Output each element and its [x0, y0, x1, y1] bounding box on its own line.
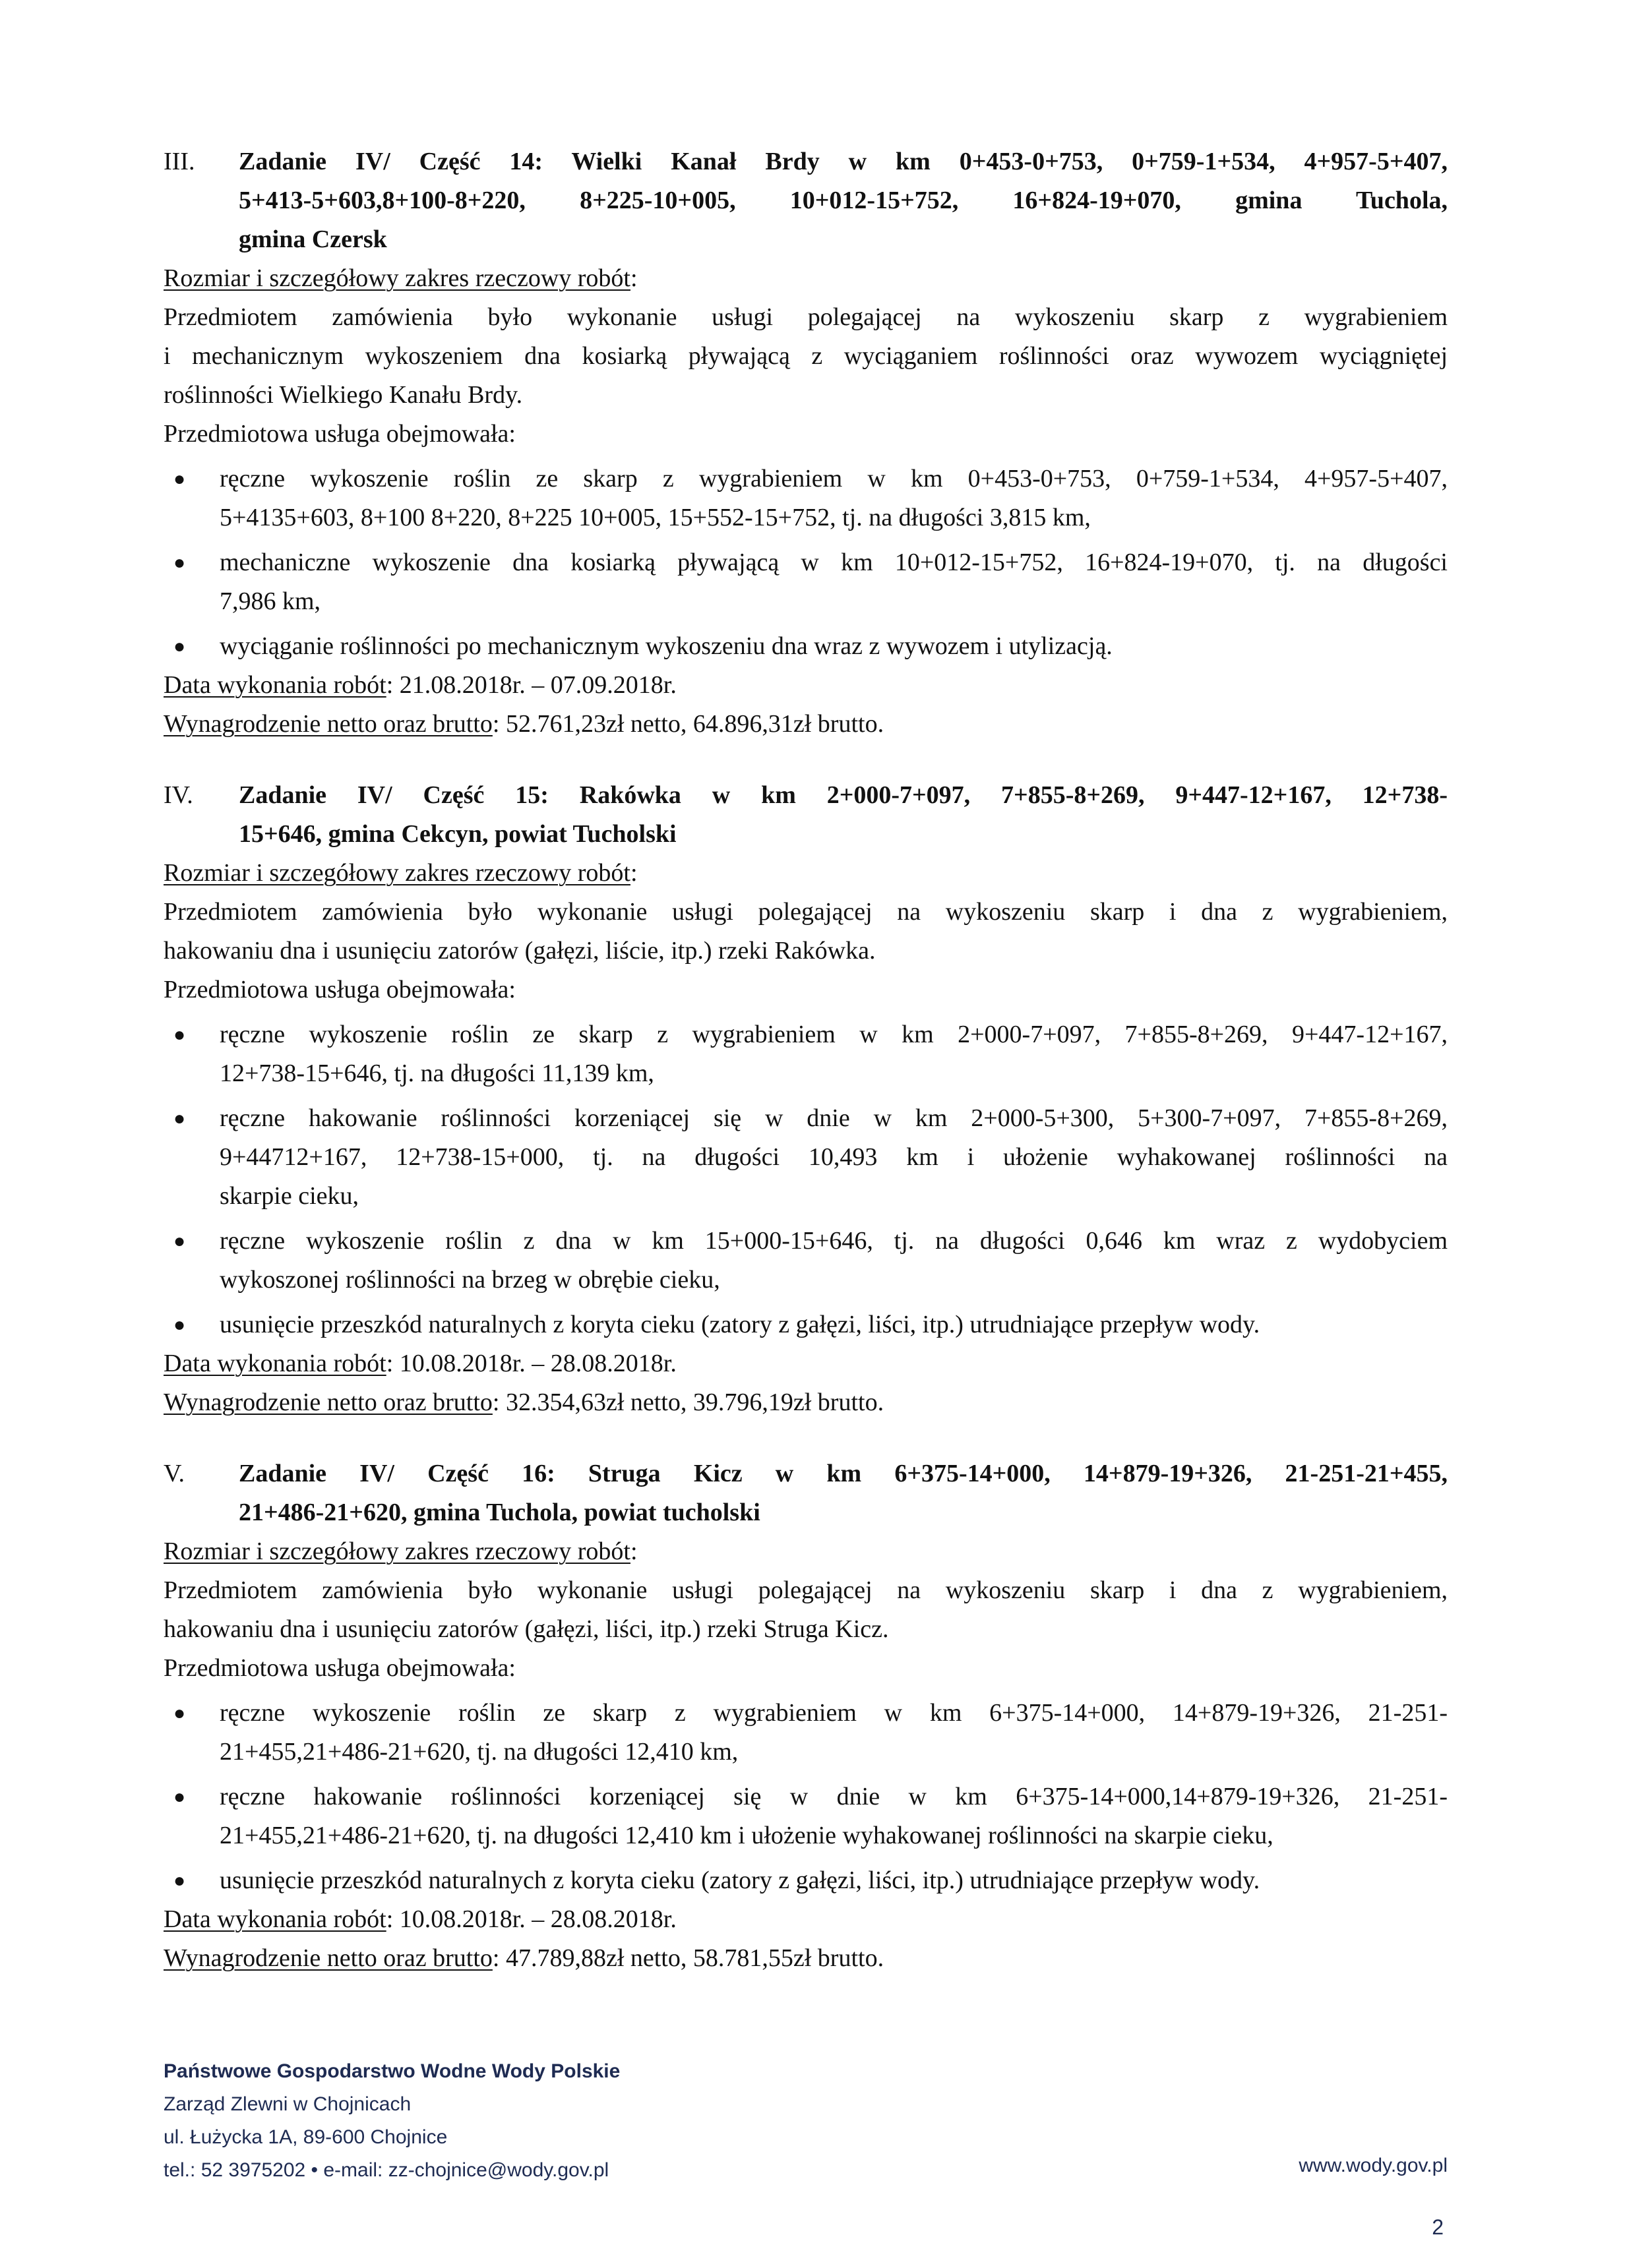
list-item-line: ręczne wykoszenie roślin ze skarp z wygrabieniem w km 6+375-14+000, 14+879-19+326, 21-251-	[220, 1699, 1448, 1727]
section-v	[164, 1454, 1448, 1978]
heading-text	[239, 776, 1448, 854]
payment-value: : 32.354,63zł netto, 39.796,19zł brutto.	[492, 1388, 884, 1416]
list-item-line: 9+44712+167, 12+738-15+000, tj. na długości 10,493 km i ułożenie wyhakowanej roślinności na	[220, 1143, 1448, 1171]
heading-line: gmina Czersk	[239, 225, 387, 253]
list-item-line: ręczne wykoszenie roślin ze skarp z wygrabieniem w km 0+453-0+753, 0+759-1+534, 4+957-5+407,	[220, 465, 1448, 492]
list-item-text	[220, 1694, 1448, 1772]
list-item	[164, 1099, 1448, 1216]
date-line	[164, 666, 1448, 705]
bullet-icon: ●	[173, 1230, 186, 1252]
list-item-line: ręczne wykoszenie roślin z dna w km 15+000-15+646, tj. na długości 0,646 km wraz z wydobyciem	[220, 1227, 1448, 1255]
list-item-line: wykoszonej roślinności na brzeg w obrębie cieku,	[220, 1266, 720, 1294]
list-item-line: skarpie cieku,	[220, 1182, 359, 1210]
scope-label-line: Rozmiar i szczegółowy zakres rzeczowy robót:	[164, 859, 638, 887]
footer-unit: Zarząd Zlewni w Chojnicach	[164, 2093, 412, 2115]
payment-line	[164, 1383, 1448, 1422]
list-item-line: 21+455,21+486-21+620, tj. na długości 12,410 km,	[220, 1738, 739, 1766]
list-item-text	[220, 627, 1448, 666]
section-number: III.	[164, 148, 195, 175]
description-line: Przedmiotem zamówienia było wykonanie usługi polegającej na wykoszeniu skarp i dna z wygrabieniem,	[164, 1576, 1448, 1604]
footer-contact: tel.: 52 3975202 • e-mail: zz-chojnice@wody.gov.pl	[164, 2159, 609, 2181]
section-number: IV.	[164, 781, 193, 809]
scope-label: Rozmiar i szczegółowy zakres rzeczowy robót	[164, 1537, 630, 1565]
bullet-icon: ●	[173, 552, 186, 574]
list-item-line: 12+738-15+646, tj. na długości 11,139 km,	[220, 1059, 654, 1087]
bullet-icon: ●	[173, 1702, 186, 1724]
heading-line: 5+413-5+603,8+100-8+220, 8+225-10+005, 10+012-15+752, 16+824-19+070, gmina Tuchola,	[239, 187, 1448, 214]
list-item-line: usunięcie przeszkód naturalnych z koryta cieku (zatory z gałęzi, liści, itp.) utrudniające przepływ wody.	[220, 1866, 1260, 1894]
description-line: hakowaniu dna i usunięciu zatorów (gałęzi, liście, itp.) rzeki Rakówka.	[164, 937, 876, 965]
bullet-icon: ●	[173, 1024, 186, 1046]
list-item-line: ręczne wykoszenie roślin ze skarp z wygrabieniem w km 2+000-7+097, 7+855-8+269, 9+447-12+167,	[220, 1021, 1448, 1048]
service-intro: Przedmiotowa usługa obejmowała:	[164, 1654, 516, 1682]
list-item-line: 21+455,21+486-21+620, tj. na długości 12,410 km i ułożenie wyhakowanej roślinności na skarpie cieku,	[220, 1822, 1273, 1849]
description-line: roślinności Wielkiego Kanału Brdy.	[164, 381, 523, 409]
page-number: 2	[1432, 2215, 1444, 2239]
description-line: i mechanicznym wykoszeniem dna kosiarką pływającą z wyciąganiem roślinności oraz wywozem wyciągniętej	[164, 342, 1448, 370]
section-number: V.	[164, 1460, 185, 1487]
payment-label: Wynagrodzenie netto oraz brutto	[164, 1388, 493, 1416]
list-item	[164, 1694, 1448, 1772]
list-item-line: wyciąganie roślinności po mechanicznym wykoszeniu dna wraz z wywozem i utylizacją.	[220, 632, 1113, 660]
list-item-line: 7,986 km,	[220, 587, 321, 615]
scope-label: Rozmiar i szczegółowy zakres rzeczowy robót	[164, 859, 630, 887]
payment-line	[164, 1939, 1448, 1978]
payment-value: : 47.789,88zł netto, 58.781,55zł brutto.	[492, 1944, 884, 1972]
section-iii	[164, 142, 1448, 744]
date-value: : 10.08.2018r. – 28.08.2018r.	[386, 1350, 677, 1377]
list-item-line: usunięcie przeszkód naturalnych z koryta cieku (zatory z gałęzi, liści, itp.) utrudniające przepływ wody.	[220, 1311, 1260, 1338]
list-item	[164, 460, 1448, 537]
section-heading	[164, 1454, 1448, 1532]
heading-line: Zadanie IV/ Część 14: Wielki Kanał Brdy w km 0+453-0+753, 0+759-1+534, 4+957-5+407,	[239, 148, 1448, 175]
list-item-text	[220, 460, 1448, 537]
bullet-icon: ●	[173, 636, 186, 657]
scope-label: Rozmiar i szczegółowy zakres rzeczowy robót	[164, 264, 630, 292]
date-label: Data wykonania robót	[164, 1350, 386, 1377]
heading-line: 21+486-21+620, gmina Tuchola, powiat tucholski	[239, 1499, 760, 1526]
list-item	[164, 1861, 1448, 1900]
list-item-text	[220, 1015, 1448, 1093]
date-line	[164, 1900, 1448, 1939]
payment-value: : 52.761,23zł netto, 64.896,31zł brutto.	[492, 710, 884, 738]
date-label: Data wykonania robót	[164, 671, 386, 699]
description-line: Przedmiotem zamówienia było wykonanie usługi polegającej na wykoszeniu skarp i dna z wygrabieniem,	[164, 898, 1448, 926]
heading-text	[239, 1454, 1448, 1532]
heading-text	[239, 142, 1448, 259]
bullet-icon: ●	[173, 1314, 186, 1336]
list-item-line: ręczne hakowanie roślinności korzeniącej się w dnie w km 6+375-14+000,14+879-19+326, 21-251-	[220, 1783, 1448, 1810]
payment-label: Wynagrodzenie netto oraz brutto	[164, 1944, 493, 1972]
date-line	[164, 1344, 1448, 1383]
date-label: Data wykonania robót	[164, 1905, 386, 1933]
list-item-line: 5+4135+603, 8+100 8+220, 8+225 10+005, 15+552-15+752, tj. na długości 3,815 km,	[220, 504, 1091, 531]
section-iv	[164, 776, 1448, 1422]
list-item-text	[220, 1777, 1448, 1855]
description-line: Przedmiotem zamówienia było wykonanie usługi polegającej na wykoszeniu skarp z wygrabieniem	[164, 303, 1448, 331]
list-item	[164, 543, 1448, 621]
service-intro: Przedmiotowa usługa obejmowała:	[164, 420, 516, 448]
footer-website: www.wody.gov.pl	[1299, 2155, 1448, 2176]
bullet-icon: ●	[173, 1870, 186, 1892]
list-item	[164, 627, 1448, 666]
date-value: : 10.08.2018r. – 28.08.2018r.	[386, 1905, 677, 1933]
bullet-icon: ●	[173, 468, 186, 490]
section-heading	[164, 776, 1448, 854]
scope-label-line: Rozmiar i szczegółowy zakres rzeczowy robót:	[164, 264, 638, 292]
bullet-icon: ●	[173, 1786, 186, 1808]
list-item-text	[220, 1099, 1448, 1216]
footer-address-line: ul. Łużycka 1A, 89-600 Chojnice	[164, 2126, 448, 2148]
heading-line: 15+646, gmina Cekcyn, powiat Tucholski	[239, 820, 677, 848]
scope-label-line: Rozmiar i szczegółowy zakres rzeczowy robót:	[164, 1537, 638, 1565]
list-item-line: ręczne hakowanie roślinności korzeniącej się w dnie w km 2+000-5+300, 5+300-7+097, 7+855-8+269,	[220, 1104, 1448, 1132]
list-item-text	[220, 1861, 1448, 1900]
list-item-line: mechaniczne wykoszenie dna kosiarką pływającą w km 10+012-15+752, 16+824-19+070, tj. na długości	[220, 549, 1448, 576]
footer-org: Państwowe Gospodarstwo Wodne Wody Polskie	[164, 2060, 621, 2082]
footer-address	[164, 2055, 620, 2187]
description-line: hakowaniu dna i usunięciu zatorów (gałęzi, liści, itp.) rzeki Struga Kicz.	[164, 1615, 889, 1643]
list-item	[164, 1777, 1448, 1855]
list-item	[164, 1305, 1448, 1344]
payment-line	[164, 705, 1448, 744]
list-item-text	[220, 1305, 1448, 1344]
section-heading	[164, 142, 1448, 259]
date-value: : 21.08.2018r. – 07.09.2018r.	[386, 671, 677, 699]
list-item	[164, 1222, 1448, 1299]
heading-line: Zadanie IV/ Część 16: Struga Kicz w km 6+375-14+000, 14+879-19+326, 21-251-21+455,	[239, 1460, 1448, 1487]
bullet-icon: ●	[173, 1108, 186, 1129]
list-item-text	[220, 1222, 1448, 1299]
list-item	[164, 1015, 1448, 1093]
payment-label: Wynagrodzenie netto oraz brutto	[164, 710, 493, 738]
list-item-text	[220, 543, 1448, 621]
heading-line: Zadanie IV/ Część 15: Rakówka w km 2+000-7+097, 7+855-8+269, 9+447-12+167, 12+738-	[239, 781, 1448, 809]
service-intro: Przedmiotowa usługa obejmowała:	[164, 976, 516, 1003]
